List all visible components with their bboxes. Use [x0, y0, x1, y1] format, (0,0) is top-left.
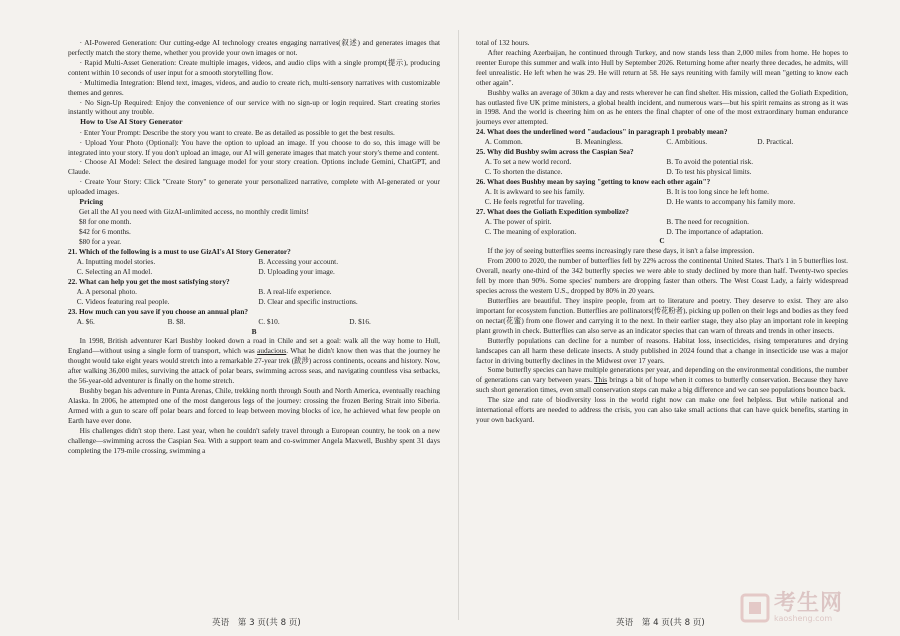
text-paragraph: · No Sign-Up Required: Enjoy the convenience of our service with no sign-up or login required. Start creating stories instantly without any trouble.: [68, 97, 440, 117]
answer-option: B. The need for recognition.: [666, 216, 749, 226]
answer-options-row: [476, 217, 848, 227]
answer-option: B. Meaningless.: [575, 137, 623, 147]
page-number-right: 英语 第 4 页(共 8 页): [616, 618, 705, 628]
answer-option: D. The importance of adaptation.: [666, 226, 764, 236]
answer-option: A. A personal photo.: [76, 286, 137, 296]
answer-option: C. $10.: [258, 316, 280, 326]
answer-option: B. $8.: [167, 316, 186, 326]
text-paragraph: Butterflies are beautiful. They inspire people, from art to literature and poetry. They deserve to exist. They are also important for ecosystem function. Butterflies are pollinators(传花粉者), picking up pollen on their legs and bodies as they feed on nectar(花蜜) from one flower and carrying it to the next. In their earlier stage, they also play an important role in keeping plant growth in check. Butterflies can also serve as an indicator species that can warn of threats and trends in other insects.: [476, 295, 848, 335]
left-page-column: [68, 38, 440, 598]
text-paragraph: $8 for one month.: [78, 217, 132, 227]
answer-options-row: [476, 137, 848, 147]
answer-option: D. Practical.: [757, 137, 794, 147]
text-paragraph: Bushby walks an average of 30km a day and rests wherever he can find shelter. His mission, called the Goliath Expedition, has outlasted five UK prime ministers, a global health incident, and numerous wars—but his spirit remains as strong as it was in 1998. And the world is cheering him on as he enters the final chapter of one of the most extraordinary human endurance journeys ever attempted.: [476, 87, 848, 127]
watermark-url-text: kaosheng.com: [774, 613, 833, 623]
answer-option: D. Uploading your image.: [258, 266, 335, 276]
column-divider: [458, 30, 459, 620]
text-paragraph: The size and rate of biodiversity loss in the world right now can make one feel helpless. But while national and international efforts are needed to address the crisis, you can also take small actions that can have quick benefits, starting in your own backyard.: [476, 395, 848, 425]
answer-options-row: [68, 287, 440, 297]
answer-option: A. Inputting model stories.: [76, 257, 156, 267]
text-paragraph: · Rapid Multi-Asset Generation: Create multiple images, videos, and audio clips with a single prompt(提示), producing content within 10 seconds of user input for a smooth storytelling flow.: [68, 57, 440, 77]
text-paragraph: $80 for a year.: [78, 237, 122, 247]
text-paragraph: Some butterfly species can have multiple generations per year, and depending on the environmental conditions, the number of generations can vary between years. This brings a bit of hope when it comes to butterfly conservation. Because they have such short generation times, even small conservation steps can make a big difference and we can see populations bounce back.: [476, 365, 848, 395]
text-paragraph: 22. What can help you get the most satisfying story?: [68, 276, 230, 286]
answer-options-row: [476, 227, 848, 237]
watermark-main-text: 考生网: [774, 590, 844, 616]
answer-options-row: [68, 297, 440, 307]
answer-options-row: [476, 197, 848, 207]
text-paragraph: Get all the AI you need with GizAI-unlimited access, no monthly credit limits!: [78, 207, 309, 217]
answer-options-row: [476, 167, 848, 177]
answer-option: C. Selecting an AI model.: [76, 266, 153, 276]
text-paragraph: total of 132 hours.: [476, 38, 530, 47]
text-paragraph: 21. Which of the following is a must to use GizAI's AI Story Generator?: [68, 247, 291, 257]
right-page-column: [476, 38, 848, 598]
text-paragraph: 26. What does Bushby mean by saying "getting to know each other again"?: [476, 176, 711, 186]
underlined-word: audacious: [257, 346, 287, 356]
answer-option: B. To avoid the potential risk.: [666, 157, 754, 167]
text-paragraph: If the joy of seeing butterflies seems increasingly rare these days, it isn't a false impression.: [487, 246, 755, 256]
text-paragraph: From 2000 to 2020, the number of butterflies fell by 22% across the continental United States. That's 1 in 5 butterflies lost. Overall, nearly one-third of the 342 butterfly species we were able to study declined by more than half. Twenty-two species fell by more than 90%. Some species' numbers are dropping faster than others. The West Coast Lady, a fairly widespread species across the western U.S., dropped by 80% in 20 years.: [476, 256, 848, 296]
answer-option: A. It is awkward to see his family.: [484, 186, 585, 196]
answer-option: C. The meaning of exploration.: [484, 226, 577, 236]
text-paragraph: C: [659, 236, 665, 246]
answer-option: A. The power of spirit.: [484, 216, 552, 226]
text-paragraph: · Upload Your Photo (Optional): You have the option to upload an image. If you choose to do so, this image will be integrated into your story. If you don't upload an image, our AI will generate images that match your story's theme and content.: [68, 137, 440, 157]
text-paragraph: His challenges didn't stop there. Last year, when he couldn't safely travel through a European country, he took on a new challenge—swimming across the Caspian Sea. With a support team and co-swimmer Angela Maxwell, Bushby spent 31 days completing the 179-mile crossing, swimming a: [68, 425, 440, 455]
answer-option: A. $6.: [76, 316, 95, 326]
answer-option: A. To set a new world record.: [484, 157, 572, 167]
answer-option: B. Accessing your account.: [258, 257, 339, 267]
text-paragraph: In 1998, British adventurer Karl Bushby looked down a road in Chile and set a goal: walk all the way home to Hull, England—without using a single form of transport, which was audacious. What he didn't know then was that the journey he thought would take eight years would stretch into a remarkable 27-year trek (跋涉) across continents, oceans and history. Now, after walking 36,000 miles, surviving the attack of polar bears, swimming across seas, and navigating countless visa setbacks, the 56-year-old adventurer is finally on the home stretch.: [68, 336, 440, 386]
answer-option: D. $16.: [349, 316, 371, 326]
text-paragraph: · Create Your Story: Click "Create Story" to generate your personalized narrative, complete with AI-generated or your uploaded images.: [68, 177, 440, 197]
text-paragraph: 24. What does the underlined word "audacious" in paragraph 1 probably mean?: [476, 127, 728, 137]
text-paragraph: 23. How much can you save if you choose an annual plan?: [68, 306, 249, 316]
text-paragraph: · Multimedia Integration: Blend text, images, videos, and audio to create rich, multi-sensory narratives with customizable themes and genres.: [68, 77, 440, 97]
text-paragraph: 27. What does the Goliath Expedition symbolize?: [476, 206, 629, 216]
kaosheng-watermark: [740, 586, 890, 630]
underlined-word: This: [594, 375, 608, 385]
text-paragraph: 25. Why did Bushby swim across the Caspian Sea?: [476, 147, 634, 157]
answer-options-row: [476, 157, 848, 167]
text-paragraph: After reaching Azerbaijan, he continued through Turkey, and now stands less than 2,000 miles from home. He hopes to reenter Europe this summer and walk into Hull by September 2026. Returning home after nearly three decades, he admits, will feel unrealistic. He left when he was 29. He will return at 58. He says reuniting with family will mean "getting to know each other again".: [476, 47, 848, 87]
answer-options-row: [68, 257, 440, 267]
text-paragraph: · Enter Your Prompt: Describe the story you want to create. Be as detailed as possible to get the best results.: [79, 127, 395, 137]
answer-options-row: [68, 317, 440, 327]
text-paragraph: How to Use AI Story Generator: [80, 117, 183, 127]
kaosheng-logo-icon: [740, 593, 770, 623]
text-paragraph: $42 for 6 months.: [78, 227, 131, 237]
text-paragraph: Bushby began his adventure in Punta Arenas, Chile, trekking north through South and North America, eventually reaching Alaska. In 2006, he attempted one of the most dangerous legs of the journey: crossing the frozen Bering Strait into Siberia. Armed with a gun to scare off polar bears and forced to leap between moving blocks of ice, he achieved what few people on Earth have ever done.: [68, 386, 440, 425]
text-paragraph: Pricing: [79, 197, 104, 207]
text-paragraph: · Choose AI Model: Select the desired language model for your story creation. Options include Gemini, ChatGPT, and Claude.: [68, 157, 440, 177]
answer-option: C. He feels regretful for traveling.: [484, 196, 585, 206]
answer-option: D. He wants to accompany his family more.: [666, 196, 796, 206]
answer-option: C. To shorten the distance.: [484, 166, 563, 176]
answer-option: A. Common.: [484, 137, 523, 147]
answer-options-row: [68, 267, 440, 277]
answer-option: C. Ambitious.: [666, 137, 708, 147]
answer-option: D. Clear and specific instructions.: [258, 296, 358, 306]
text-paragraph: Butterfly populations can decline for a number of reasons. Habitat loss, insecticides, rising temperatures and drying landscapes can all harm these delicate insects. A study published in 2024 found that a change in insecticide use was a major factor in driving butterfly declines in the Midwest over 17 years.: [476, 335, 848, 365]
answer-option: B. A real-life experience.: [258, 286, 332, 296]
page-number-left: 英语 第 3 页(共 8 页): [212, 618, 301, 628]
answer-options-row: [476, 187, 848, 197]
answer-option: B. It is too long since he left home.: [666, 186, 769, 196]
text-paragraph: · AI-Powered Generation: Our cutting-edge AI technology creates engaging narratives(叙述) and generates images that perfectly match the story theme, whether you provide your own images or not.: [68, 38, 440, 57]
text-paragraph: B: [251, 326, 257, 336]
answer-option: D. To test his physical limits.: [666, 166, 752, 176]
answer-option: C. Videos featuring real people.: [76, 296, 170, 306]
